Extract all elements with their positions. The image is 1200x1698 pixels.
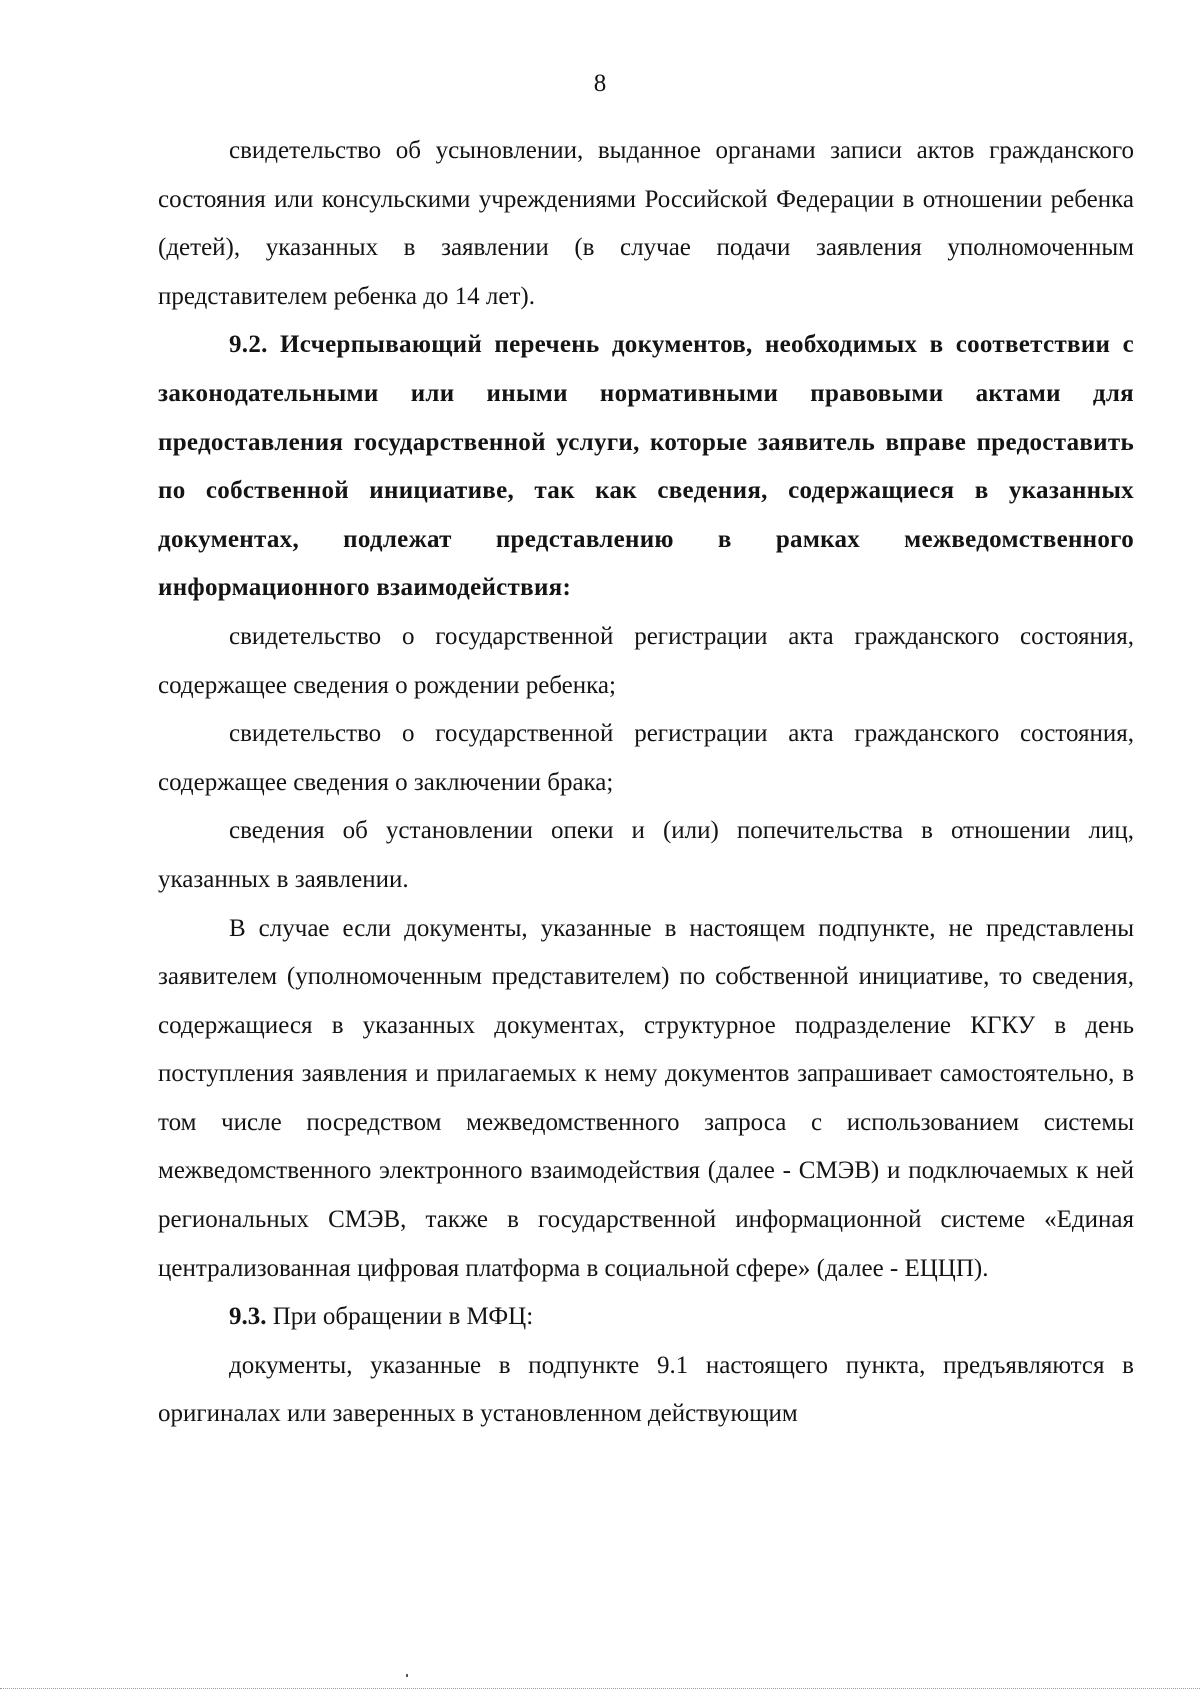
paragraph-interagency-request: В случае если документы, указанные в настоящем подпункте, не представлены заявителем (уполномоченным представителем) по собственной инициативе, то сведения, содержащиеся в указанных документах, структурное подразделение КГКУ в день поступления заявления и прилагаемых к нему документов запрашивает самостоятельно, в том числе посредством межведомственного запроса с использованием системы межведомственного электронного взаимодействия (далее - СМЭВ) и подключаемых к ней региональных СМЭВ, также в государственной информационной системе «Единая централизованная цифровая платформа в социальной сфере» (далее - ЕЦЦП).: [158, 914, 1134, 1282]
section-number: 9.3.: [229, 1303, 267, 1331]
paragraph-marriage-certificate: свидетельство о государственной регистрации акта гражданского состояния, содержащее сведения о заключении брака;: [158, 720, 1134, 796]
paragraph-adoption-certificate: свидетельство об усыновлении, выданное органами записи актов гражданского состояния или консульскими учреждениями Российской Федерации в отношении ребенка (детей), указанных в заявлении (в случае подачи заявления уполномоченным представителем ребенка до 14 лет).: [158, 137, 1134, 310]
document-body: [158, 127, 1134, 1439]
scan-edge-line: [0, 1688, 1200, 1689]
scan-speck: [406, 1674, 408, 1677]
paragraph-mfc-documents: документы, указанные в подпункте 9.1 настоящего пункта, предъявляются в оригиналах или заверенных в установленном действующим: [158, 1351, 1134, 1428]
paragraph-guardianship-info: сведения об установлении опеки и (или) попечительства в отношении лиц, указанных в заявлении.: [158, 817, 1134, 893]
paragraph-birth-certificate: свидетельство о государственной регистрации акта гражданского состояния, содержащее сведения о рождении ребенка;: [158, 622, 1134, 699]
section-9-3-text: При обращении в МФЦ:: [266, 1303, 534, 1331]
section-9-3-heading: [158, 1293, 1134, 1342]
page-number: 8: [593, 70, 607, 97]
section-9-2-heading: 9.2. Исчерпывающий перечень документов, необходимых в соответствии с законодательными или иными нормативными правовыми актами для предоставления государственной услуги, которые заявитель вправе предоставить по собственной инициативе, так как сведения, содержащиеся в указанных документах, подлежат представлению в рамках межведомственного информационного взаимодействия:: [158, 331, 1134, 602]
